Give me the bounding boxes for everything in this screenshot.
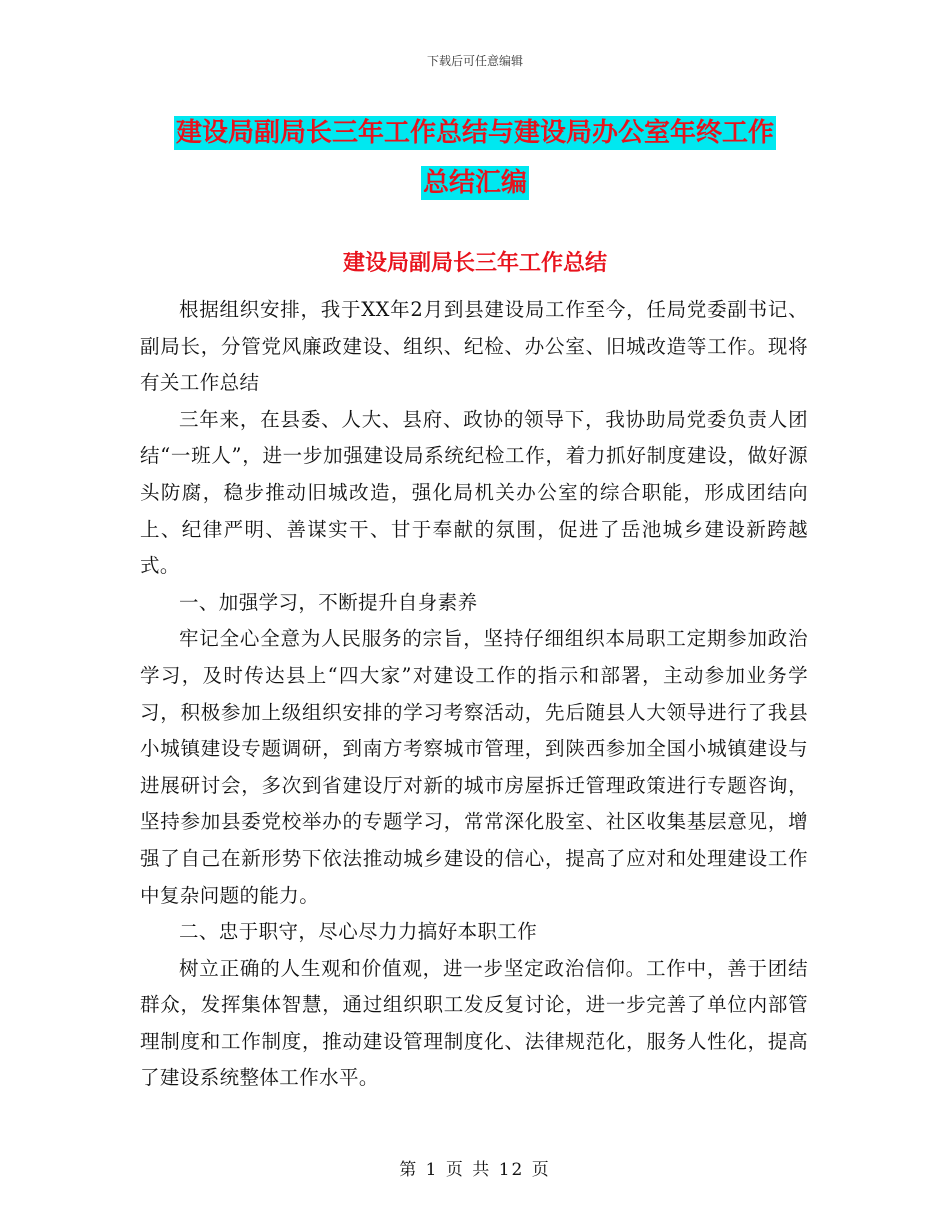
document-body (140, 292, 808, 1097)
paragraph: 牢记全心全意为人民服务的宗旨，坚持仔细组织本局职工定期参加政治学习，及时传达县上“四大家”对建设工作的指示和部署，主动参加业务学习，积极参加上级组织安排的学习考察活动，先后随县人大领导进行了我县小城镇建设专题调研，到南方考察城市管理，到陕西参加全国小城镇建设与进展研讨会，多次到省建设厅对新的城市房屋拆迁管理政策进行专题咨询，坚持参加县委党校举办的专题学习，常常深化股室、社区收集基层意见，增强了自己在新形势下依法推动城乡建设的信心，提高了应对和处理建设工作中复杂问题的能力。 (140, 627, 808, 907)
section-title: 建设局副局长三年工作总结 (342, 251, 607, 276)
paragraph-heading: 二、忠于职守，尽心尽力力搞好本职工作 (179, 920, 538, 944)
paragraph-heading: 一、加强学习，不断提升自身素养 (179, 590, 478, 614)
paragraph: 根据组织安排，我于XX年2月到县建设局工作至今，任局党委副书记、副局长，分管党风廉政建设、组织、纪检、办公室、旧城改造等工作。现将有关工作总结 (140, 298, 808, 395)
document-title (100, 108, 850, 208)
page-header-note: 下载后可任意编辑 (426, 54, 523, 68)
paragraph: 树立正确的人生观和价值观，进一步坚定政治信仰。工作中，善于团结群众，发挥集体智慧，通过组织职工发反复讨论，进一步完善了单位内部管理制度和工作制度，推动建设管理制度化、法律规范化，服务人性化，提高了建设系统整体工作水平。 (140, 956, 808, 1090)
title-line-1: 建设局副局长三年工作总结与建设局办公室年终工作 (175, 118, 774, 148)
page-number: 第 1 页 共 12 页 (399, 1160, 551, 1180)
title-line-2: 总结汇编 (422, 168, 527, 198)
paragraph: 三年来，在县委、人大、县府、政协的领导下，我协助局党委负责人团结“一班人”，进一步加强建设局系统纪检工作，着力抓好制度建设，做好源头防腐，稳步推动旧城改造，强化局机关办公室的综合职能，形成团结向上、纪律严明、善谋实干、甘于奉献的氛围，促进了岳池城乡建设新跨越式。 (140, 407, 808, 578)
